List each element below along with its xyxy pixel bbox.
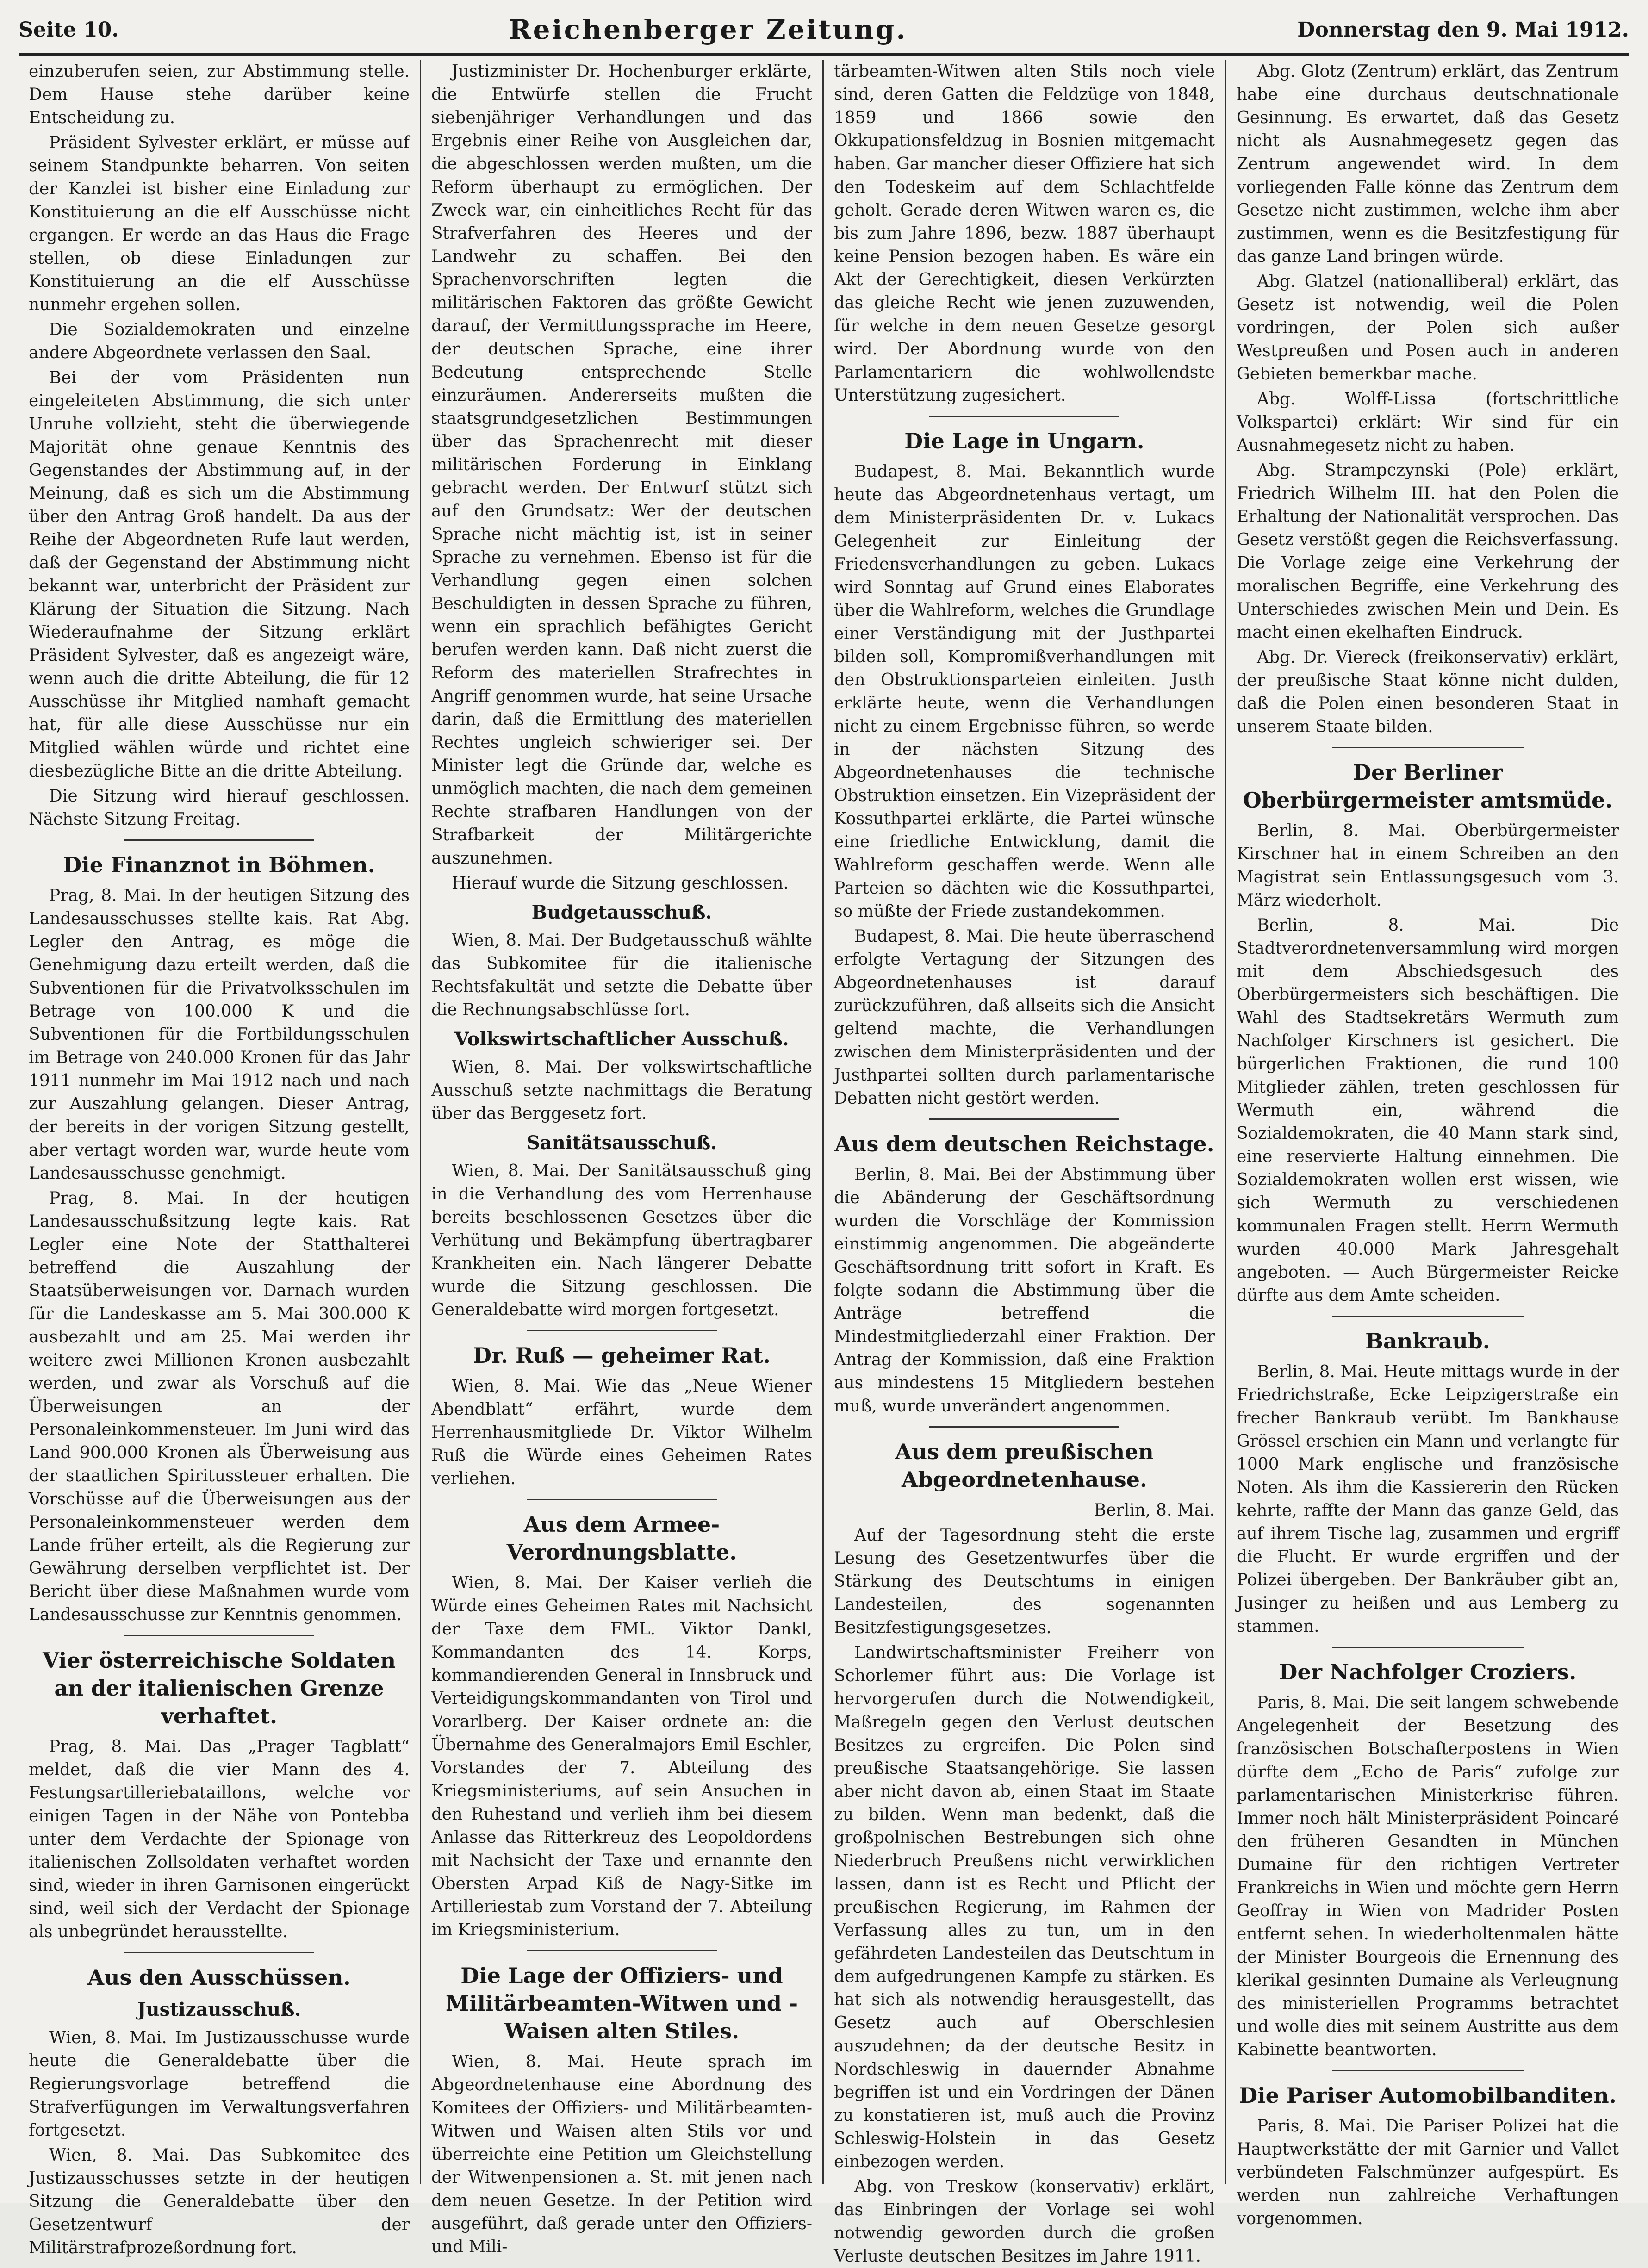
paragraph: Die Sitzung wird hierauf geschlossen. Nächste Sitzung Freitag. [29,787,410,829]
masthead [19,6,1629,56]
paragraph: Wien, 8. Mai. Heute sprach im Abgeordnetenhause eine Abordnung des Komitees der Offiziers- und Militärbeamten-Witwen und Waisen alten Stils vor und überreichte eine Petition um Gleichstellung der Witwenpensionen a. St. mit jenen nach dem neuen Gesetze. In der Petition wird ausgeführt, daß gerade unter den Offiziers- und Mili- [431,2052,812,2256]
page-number: Seite 10. [19,18,119,42]
column-1 [19,60,421,2257]
dateline: Berlin, 8. Mai. [1094,1501,1215,1520]
paragraph: Prag, 8. Mai. Das „Prager Tagblatt“ meldet, daß die vier Mann des 4. Festungsartilleriebataillons, welche vor einigen Tagen in der Nähe von Pontebba unter dem Verdachte der Spionage von italienischen Zollsoldaten verhaftet worden sind, wieder in ihren Garnisonen eingerückt sind, weil sich der Verdacht der Spionage als unbegründet herausstellte. [29,1737,410,1941]
subhead-justizausschuss: Justizausschuß. [137,1999,301,2020]
paragraph: Abg. Glotz (Zentrum) erklärt, das Zentrum habe eine durchaus deutschnationale Gesinnung. Es erwartet, daß das Gesetz nicht als Ausnahmegesetz gegen das Zentrum angewendet wird. In dem vorliegenden Falle könne das Zentrum dem Gesetze nicht zustimmen, welche ihm aber zustimmen, wenn es die Besitzfestigung für das ganze Land bringen würde. [1237,62,1619,266]
paragraph: Budapest, 8. Mai. Die heute überraschend erfolgte Vertagung der Sitzungen des Abgeordnetenhauses ist darauf zurückzuführen, daß allseits sich die Ansicht geltend machte, die Verhandlungen zwischen dem Ministerpräsidenten und der Justhpartei sollten durch parlamentarische Debatten nicht gestört werden. [834,927,1215,1108]
headline-russ: Dr. Ruß — geheimer Rat. [473,1343,771,1368]
newspaper-title: Reichenberger Zeitung. [509,14,908,45]
paragraph: Hierauf wurde die Sitzung geschlossen. [452,874,789,893]
paragraph: Wien, 8. Mai. Der Kaiser verlieh die Würde eines Geheimen Rates mit Nachsicht der Taxe dem FML. Viktor Dankl, Kommandanten des 14. Korps, kommandierenden General in Innsbruck und Verteidigungskommandanten von Tirol und Vorarlberg. Der Kaiser ordnete an: die Übernahme des Generalmajors Emil Eschler, Vorstandes der 7. Abteilung des Kriegsministeriums, auf sein Ansuchen in den Ruhestand und verlieh ihm bei diesem Anlasse das Ritterkreuz des Leopoldordens mit Nachsicht der Taxe und ernannte den Obersten Arpad Kiß de Nagy-Sitke im Artilleriestab zum Vorstand der 7. Abteilung im Kriegsministerium. [431,1573,812,1939]
paragraph: Wien, 8. Mai. Der volkswirtschaftliche Ausschuß setzte nachmittags die Beratung über das Berggesetz fort. [431,1058,812,1123]
subhead-volkswirtschaft: Volkswirtschaftlicher Ausschuß. [454,1028,789,1050]
subhead-sanitaet: Sanitätsausschuß. [526,1132,717,1154]
divider [1332,747,1524,748]
headline-soldaten: Vier österreichische Soldaten an der italienischen Grenze verhaftet. [42,1648,396,1728]
divider [527,1950,717,1951]
paragraph: Berlin, 8. Mai. Die Stadtverordnetenversammlung wird morgen mit dem Abschiedsgesuch des Oberbürgermeisters sich beschäftigen. Die Wahl des Stadtsekretärs Wermuth zum Nachfolger Kirschners ist gesichert. Die bürgerlichen Fraktionen, die rund 100 Mitglieder zählen, treten geschlossen für Wermuth ein, während die Sozialdemokraten, die 40 Mann stark sind, eine reservierte Haltung einnehmen. Die Sozialdemokraten wollen erst wissen, wie sich Wermuth zu verschiedenen kommunalen Fragen stellt. Herrn Wermuth wurden 40.000 Mark Jahresgehalt angeboten. — Auch Bürgermeister Reicke dürfte aus dem Amte scheiden. [1237,916,1619,1305]
paragraph: Prag, 8. Mai. In der heutigen Landesausschußsitzung legte kais. Rat Legler eine Note der Statthalterei betreffend die Auszahlung der Staatsüberweisungen vor. Darnach wurden für die Landeskasse am 5. Mai 300.000 K ausbezahlt und am 25. Mai werden ihr weitere zwei Millionen Kronen ausbezahlt werden, und zwar als Vorschuß auf die Überweisungen an der Personaleinkommensteuer. Im Juni wird das Land 900.000 Kronen als Überweisung aus der staatlichen Spiritussteuer erhalten. Die Vorschüsse auf die Überweisungen aus der Personaleinkommensteuer werden dem Lande früher erteilt, als die Regierung zur Gewährung derselben verpflichtet ist. Der Bericht über diese Maßnahmen wurde vom Landesausschusse zur Kenntnis genommen. [29,1189,410,1624]
paragraph: Abg. Wolff-Lissa (fortschrittliche Volkspartei) erklärt: Wir sind für ein Ausnahmegesetz nicht zu haben. [1237,390,1619,455]
headline-preussen: Aus dem preußischen Abgeordnetenhause. [895,1439,1154,1492]
divider [1332,1647,1524,1648]
divider [124,839,315,841]
headline-ausschuesse: Aus den Ausschüssen. [87,1965,351,1990]
headline-automobilbanditen: Die Pariser Automobilbanditen. [1239,2083,1617,2108]
headline-finanznot: Die Finanznot in Böhmen. [63,852,375,877]
paragraph: Bei der vom Präsidenten nun eingeleiteten Abstimmung, die sich unter Unruhe vollzieht, steht die überwiegende Majorität ohne genaue Kenntnis des Gegenstandes der Abstimmung auf, in der Meinung, daß es sich um die Abstimmung über den Antrag Groß handelt. Da aus der Reihe der Abgeordneten Rufe laut werden, daß der Gegenstand der Abstimmung nicht bekannt war, unterbricht der Präsident zur Klärung der Situation die Sitzung. Nach Wiederaufnahme der Sitzung erklärt Präsident Sylvester, daß es angezeigt wäre, wenn auch die dritte Abteilung, die für 12 Ausschüsse ihr Mitglied namhaft gemacht hat, für alle diese Ausschüsse nur ein Mitglied wählen würde und richtet eine diesbezügliche Bitte an die dritte Abteilung. [29,368,410,781]
paragraph: Abg. von Treskow (konservativ) erklärt, das Einbringen der Vorlage sei wohl notwendig geworden durch die großen Verluste deutschen Besitzes im Jahre 1911. [834,2177,1215,2266]
paragraph: Paris, 8. Mai. Die Pariser Polizei hat die Hauptwerkstätte der mit Garnier und Vallet verbündeten Falschmünzer aufgespürt. Es werden nun zahlreiche Verhaftungen vorgenommen. [1237,2117,1619,2228]
divider [929,1426,1120,1428]
divider [929,416,1120,417]
paragraph: Wien, 8. Mai. Das Subkomitee des Justizausschusses setzte in der heutigen Sitzung die Generaldebatte über den Gesetzentwurf der Militärstrafprozeßordnung fort. [29,2146,410,2257]
divider [527,1499,717,1500]
article-columns [19,60,1629,2266]
paragraph: Berlin, 8. Mai. Heute mittags wurde in der Friedrichstraße, Ecke Leipzigerstraße ein frecher Bankraub verübt. Im Bankhause Grössel erschien ein Mann und verlangte für 1000 Mark englische und französische Noten. Als ihm die Kassiererin den Rücken kehrte, raffte der Mann das ganze Geld, das auf ihrem Tische lag, zusammen und ergriff die Flucht. Er wurde ergriffen und der Polizei übergeben. Der Bankräuber gibt an, Jusinger zu heißen und aus Lemberg zu stammen. [1237,1362,1619,1636]
paragraph: Wien, 8. Mai. Wie das „Neue Wiener Abendblatt“ erfährt, wurde dem Herrenhausmitgliede Dr. Viktor Wilhelm Ruß die Würde eines Geheimen Rates verliehen. [431,1377,812,1488]
paragraph: Abg. Strampczynski (Pole) erklärt, Friedrich Wilhelm III. hat den Polen die Erhaltung der Nationalität versprochen. Das Gesetz verstößt gegen die Reichsverfassung. Die Vorlage zeige eine Verkehrung der moralischen Begriffe, eine Verkehrung des Unterschiedes zwischen Mein und Dein. Es macht einen ekelhaften Eindruck. [1237,461,1619,642]
paragraph: Berlin, 8. Mai. Oberbürgermeister Kirschner hat in einem Schreiben an den Magistrat sein Entlassungsgesuch vom 3. März wiederholt. [1237,821,1619,910]
headline-armee: Aus dem Armee-Verordnungsblatte. [506,1512,737,1565]
headline-reichstag: Aus dem deutschen Reichstage. [834,1131,1214,1156]
paragraph: Präsident Sylvester erklärt, er müsse auf seinem Standpunkte beharren. Von seiten der Kanzlei ist bisher eine Einladung zur Konstituierung an die elf Ausschüsse nicht ergangen. Er werde an das Haus die Frage stellen, ob diese Einladungen zur Konstituierung an die elf Ausschüsse nunmehr ergehen sollen. [29,133,410,314]
divider [124,1952,315,1953]
divider [124,1635,315,1636]
headline-oberbuergermeister: Der Berliner Oberbürgermeister amtsmüde. [1243,760,1613,813]
paragraph: Budapest, 8. Mai. Bekanntlich wurde heute das Abgeordnetenhaus vertagt, um dem Ministerpräsidenten Dr. v. Lukacs Gelegenheit zur Einleitung der Friedensverhandlungen zu geben. Lukacs wird Sonntag auf Grund eines Elaborates über die Wahlreform, welches die Grundlage einer Verständigung mit der Justhpartei bilden soll, Kompromißverhandlungen mit den Obstruktionsparteien einleiten. Justh erklärte heute, wenn die Verhandlungen nicht zu einem Ergebnisse führen, so werde in der nächsten Sitzung des Abgeordnetenhauses die technische Obstruktion einsetzen. Ein Vizepräsident der Kossuthpartei erklärte, die Partei wünsche eine friedliche Entwicklung, damit die Wahlreform geschaffen werde. Wenn alle Parteien so dächten wie die Kossuthpartei, so müßte der Friede zustandekommen. [834,462,1215,921]
divider [929,1118,1120,1120]
paragraph: Justizminister Dr. Hochenburger erklärte, die Entwürfe stellen die Frucht siebenjähriger Verhandlungen und das Ergebnis einer Reihe von Ausgleichen dar, die abgeschlossen werden mußten, um die Reform überhaupt zu ermöglichen. Der Zweck war, ein einheitliches Recht für das Strafverfahren des Heeres und der Landwehr zu schaffen. Bei den Sprachenvorschriften legten die militärischen Faktoren das größte Gewicht darauf, der Vermittlungssprache im Heere, der deutschen Sprache, eine ihrer Bedeutung entsprechende Stelle einzuräumen. Andererseits mußten die staatsgrundgesetzlichen Bestimmungen über das Sprachenrecht mit dieser militärischen Forderung in Einklang gebracht werden. Der Entwurf stützt sich auf den Grundsatz: Wer der deutschen Sprache nicht mächtig ist, ist in seiner Sprache zu vernehmen. Ebenso ist für die Verhandlung gegen einen solchen Beschuldigten in dessen Sprache zu führen, wenn ein sprachlich befähigtes Gericht berufen werden kann. Daß nicht zuerst die Reform des materiellen Strafrechtes in Angriff genommen wurde, hat seine Ursache darin, daß die Ermittlung des materiellen Rechtes ungleich schwieriger sei. Der Minister legt die Gründe dar, welche es unmöglich machten, die nach dem gemeinen Rechte strafbaren Handlungen von der Strafbarkeit der Militärgerichte auszunehmen. [431,62,812,868]
column-2 [421,60,824,2256]
paragraph: Die Sozialdemokraten und einzelne andere Abgeordnete verlassen den Saal. [29,320,410,362]
column-4 [1226,60,1629,2228]
paragraph: Abg. Dr. Viereck (freikonservativ) erklärt, der preußische Staat könne nicht dulden, daß die Polen einen besonderen Staat in unserem Staate bilden. [1237,648,1619,736]
paragraph: einzuberufen seien, zur Abstimmung stelle. Dem Hause stehe darüber keine Entscheidung zu. [29,62,410,127]
paragraph: tärbeamten-Witwen alten Stils noch viele sind, deren Gatten die Feldzüge von 1848, 1859 und 1866 sowie den Okkupationsfeldzug in Bosnien mitgemacht haben. Gar mancher dieser Offiziere hat sich den Todeskeim auf dem Schlachtfelde geholt. Gerade deren Witwen waren es, die bis zum Jahre 1896, bezw. 1887 überhaupt keine Pension bezogen haben. Es wäre ein Akt der Gerechtigkeit, diesen Verkürzten das gleiche Recht wie jenen zuzuwenden, für welche in dem neuen Gesetze gesorgt wird. Der Abordnung wurde von den Parlamentariern die wohlwollendste Unterstützung zugesichert. [834,62,1215,405]
paragraph: Paris, 8. Mai. Die seit langem schwebende Angelegenheit der Besetzung des französischen Botschafterpostens in Wien dürfte dem „Echo de Paris“ zufolge zur parlamentarischen Ministerkrise führen. Immer noch hält Ministerpräsident Poincaré den früheren Gesandten in München Dumaine für den richtigen Vertreter Frankreichs in Wien und möchte gern Herrn Geoffray in Wien von Madrider Posten entfernt sehen. In wiederholtenmalen hätte der Minister Bourgeois die Ernennung des klerikal gesinnten Dumaine als Verleugnung des ministeriellen Programms betrachtet und wolle dies mit seinem Austritte aus dem Kabinette beantworten. [1237,1693,1619,2059]
divider [1332,1316,1524,1317]
divider [527,1330,717,1331]
paragraph: Wien, 8. Mai. Der Sanitätsausschuß ging in die Verhandlung des vom Herrenhause bereits beschlossenen Gesetzes über die Verhütung und Bekämpfung übertragbarer Krankheiten ein. Nach längerer Debatte wurde die Sitzung geschlossen. Die Generaldebatte wird morgen fortgesetzt. [431,1162,812,1319]
paragraph: Wien, 8. Mai. Im Justizausschusse wurde heute die Generaldebatte über die Regierungsvorlage betreffend die Strafverfügungen im Verwaltungsverfahren fortgesetzt. [29,2028,410,2140]
paragraph: Landwirtschaftsminister Freiherr von Schorlemer führt aus: Die Vorlage ist hervorgerufen durch die Notwendigkeit, Maßregeln gegen den Verlust deutschen Besitzes zu ergreifen. Die Polen sind preußische Staatsangehörige. Sie lassen aber nicht davon ab, einen Staat im Staate zu bilden. Wenn man bedenkt, daß die großpolnischen Bestrebungen sich ohne Niederbruch Preußens nicht verwirklichen lassen, dann ist es Recht und Pflicht der preußischen Regierung, im Rahmen der Verfassung alles zu tun, um in den gefährdeten Landesteilen das Deutschtum in dem aufgedrungenen Kampfe zu stärken. Es hat sich als notwendig herausgestellt, das Gesetz auch auf Oberschlesien auszudehnen; da der deutsche Besitz in Nordschleswig in dauernder Abnahme begriffen ist und ein Vordringen der Dänen zu konstatieren ist, muß auch die Provinz Schleswig-Holstein in das Gesetz einbezogen werden. [834,1643,1215,2171]
column-3 [824,60,1226,2266]
paragraph: Prag, 8. Mai. In der heutigen Sitzung des Landesausschusses stellte kais. Rat Abg. Legler den Antrag, es möge die Genehmigung dazu erteilt werden, daß die Subventionen für die Privatvolksschulen im Betrage von 100.000 K und die Subventionen für die Fortbildungsschulen im Betrage von 240.000 Kronen für das Jahr 1911 nunmehr im Mai 1912 nach und nach zur Auszahlung gelangen. Dieser Antrag, der bereits in der vorigen Sitzung gestellt, aber vertagt worden war, wurde heute vom Landesausschusse genehmigt. [29,886,410,1183]
headline-bankraub: Bankraub. [1365,1329,1490,1354]
divider [1332,2070,1524,2071]
headline-offiziers-witwen: Die Lage der Offiziers- und Militärbeamten-Witwen und -Waisen alten Stiles. [445,1963,798,2044]
headline-ungarn: Die Lage in Ungarn. [904,429,1144,454]
headline-crozier: Der Nachfolger Croziers. [1279,1659,1577,1684]
paragraph: Auf der Tagesordnung steht die erste Lesung des Gesetzentwurfes über die Stärkung des Deutschtums in einigen Landesteilen, des sogenannten Besitzfestigungsgesetzes. [834,1526,1215,1637]
issue-date: Donnerstag den 9. Mai 1912. [1297,18,1629,42]
subhead-budgetausschuss: Budgetausschuß. [531,901,712,923]
paragraph: Wien, 8. Mai. Der Budgetausschuß wählte das Subkomitee für die italienische Rechtsfakultät und setzte die Debatte über die Rechnungsabschlüsse fort. [431,931,812,1019]
paragraph: Abg. Glatzel (nationalliberal) erklärt, das Gesetz ist notwendig, weil die Polen vordringen, der Polen sich außer Westpreußen und Posen auch in anderen Gebieten bemerkbar mache. [1237,272,1619,384]
paragraph: Berlin, 8. Mai. Bei der Abstimmung über die Abänderung der Geschäftsordnung wurden die Vorschläge der Kommission einstimmig angenommen. Die abgeänderte Geschäftsordnung tritt sofort in Kraft. Es folgte sodann die Abstimmung über die Anträge betreffend die Mindestmitgliederzahl einer Fraktion. Der Antrag der Kommission, daß eine Fraktion aus mindestens 15 Mitgliedern bestehen muß, wurde unverändert angenommen. [834,1165,1215,1416]
